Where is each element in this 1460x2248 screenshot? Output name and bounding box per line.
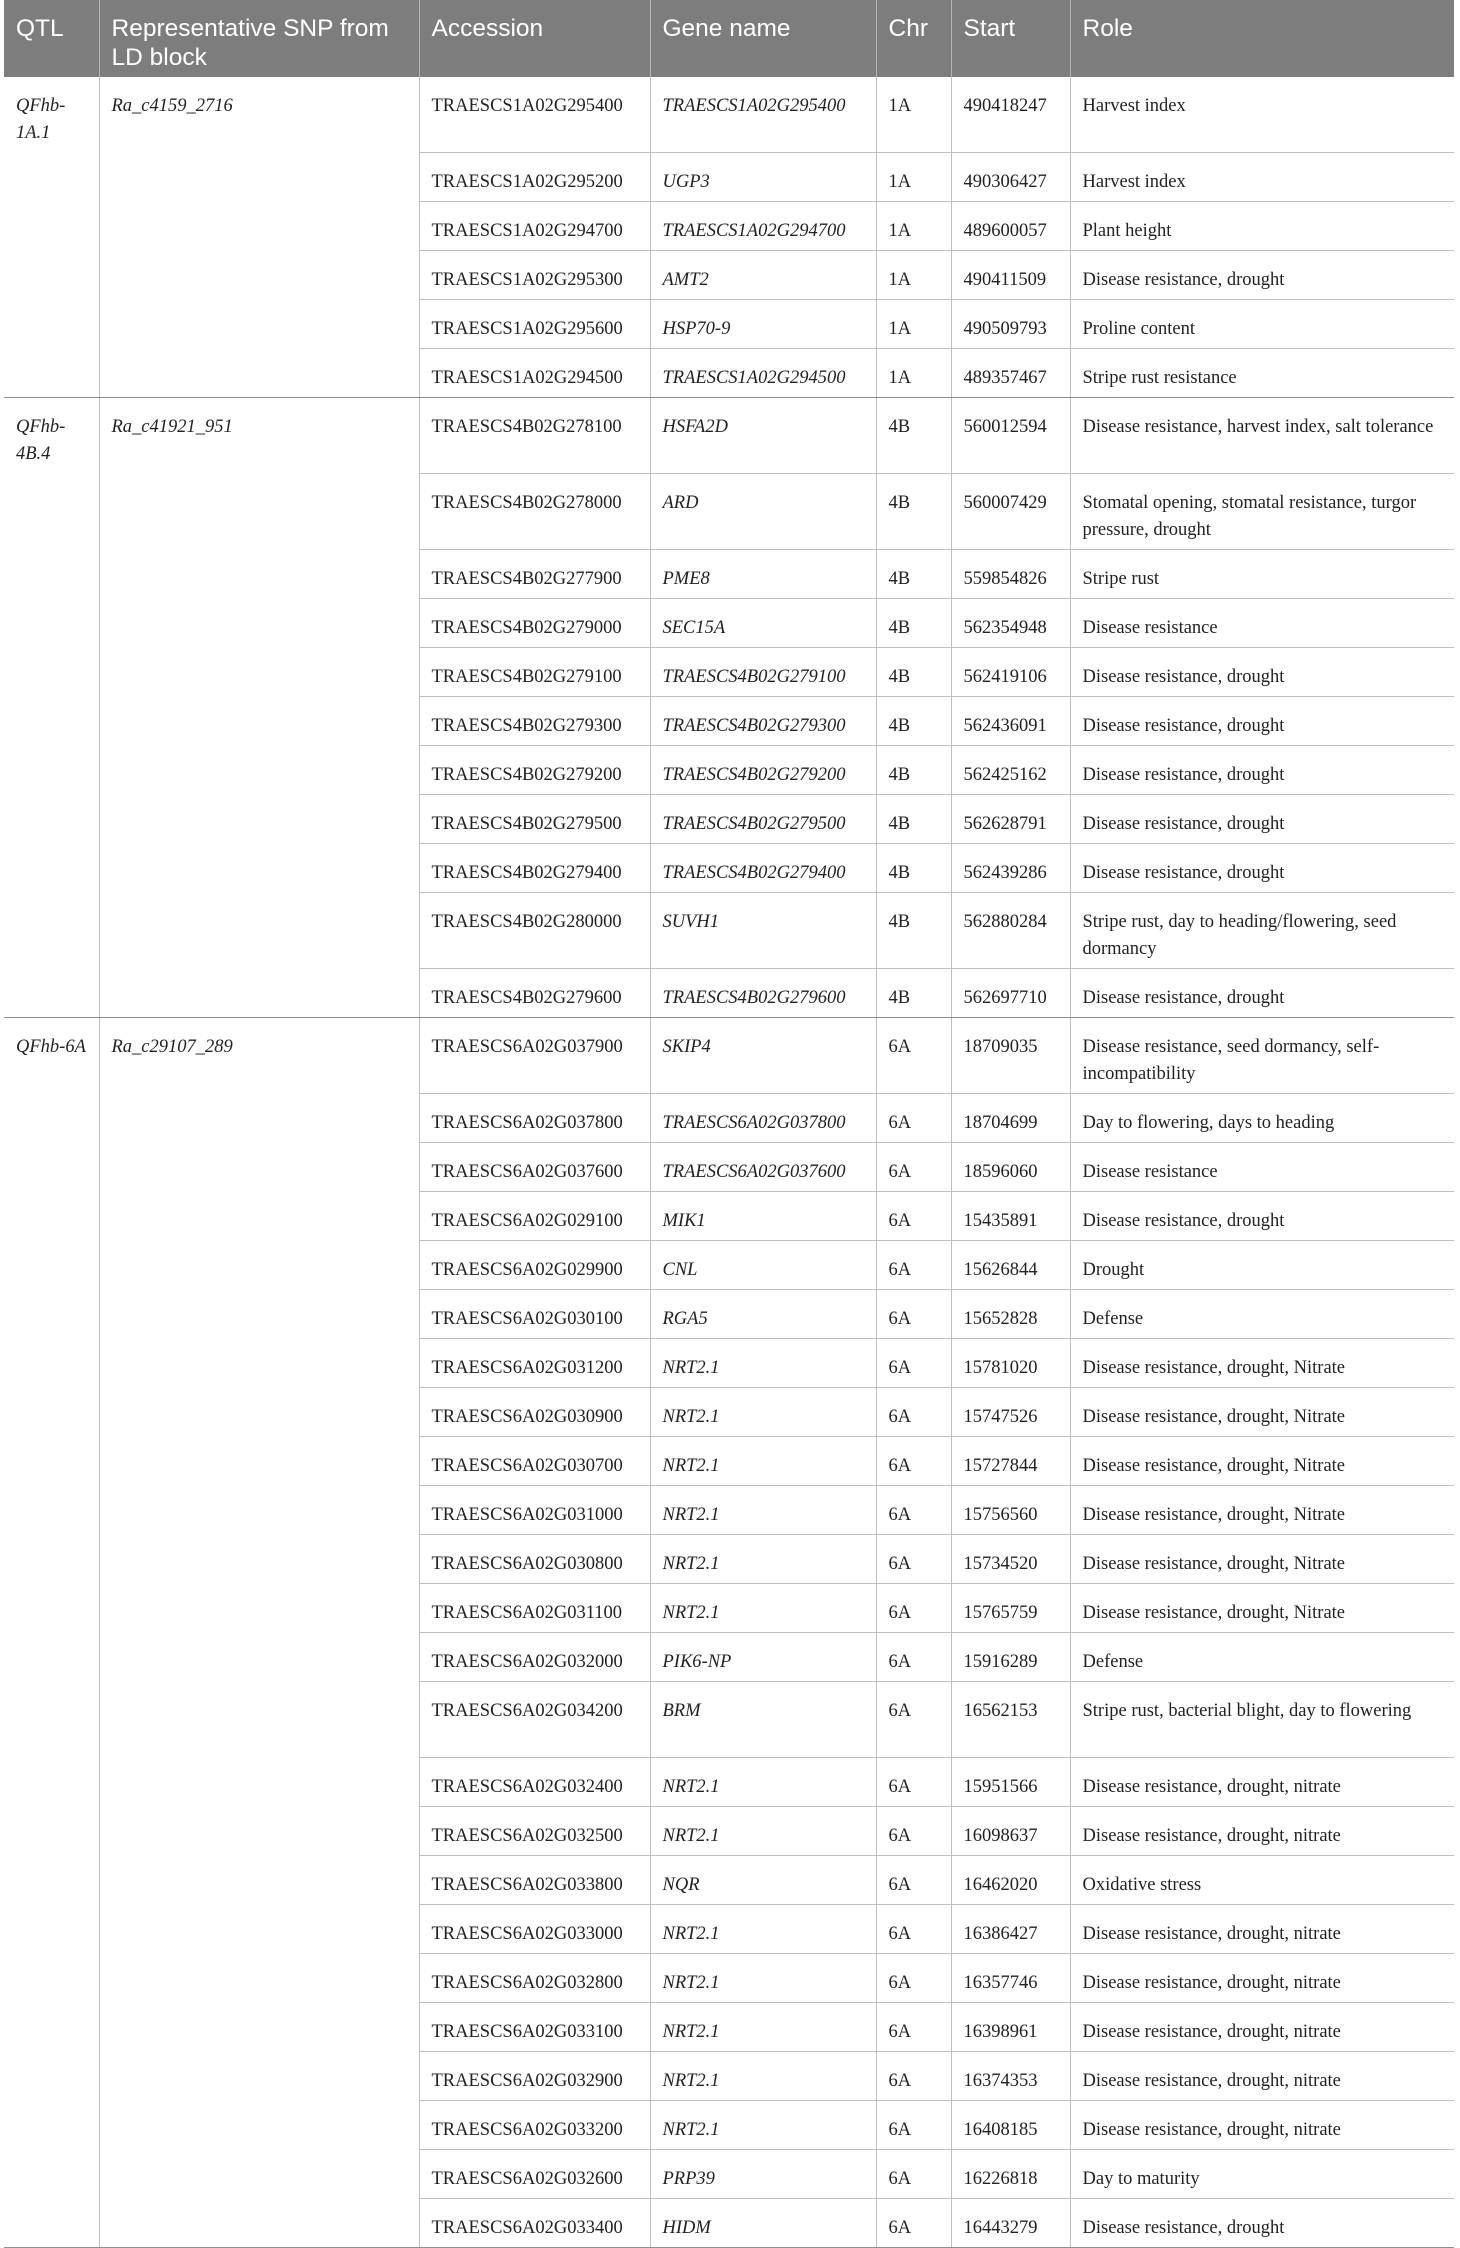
role-cell: Disease resistance, drought	[1070, 648, 1454, 697]
gene-name-cell: ARD	[650, 474, 876, 550]
gene-name-cell: AMT2	[650, 251, 876, 300]
start-cell: 15747526	[951, 1388, 1070, 1437]
chr-cell: 6A	[876, 1807, 951, 1856]
chr-cell: 6A	[876, 1535, 951, 1584]
table-row	[4, 77, 1454, 153]
gene-name-cell: TRAESCS1A02G295400	[650, 77, 876, 153]
qtl-cell: QFhb-4B.4	[4, 398, 99, 1018]
header-row	[4, 0, 1454, 77]
accession-cell: TRAESCS6A02G031100	[419, 1584, 650, 1633]
role-cell: Disease resistance, drought	[1070, 251, 1454, 300]
gene-name-cell: TRAESCS6A02G037600	[650, 1143, 876, 1192]
start-cell: 16443279	[951, 2199, 1070, 2248]
accession-cell: TRAESCS6A02G032400	[419, 1758, 650, 1807]
role-cell: Proline content	[1070, 300, 1454, 349]
start-cell: 562697710	[951, 969, 1070, 1018]
accession-cell: TRAESCS4B02G278100	[419, 398, 650, 474]
accession-cell: TRAESCS4B02G277900	[419, 550, 650, 599]
start-cell: 16386427	[951, 1905, 1070, 1954]
gene-name-cell: TRAESCS4B02G279600	[650, 969, 876, 1018]
accession-cell: TRAESCS4B02G279300	[419, 697, 650, 746]
start-cell: 562880284	[951, 893, 1070, 969]
role-cell: Stomatal opening, stomatal resistance, turgor pressure, drought	[1070, 474, 1454, 550]
accession-cell: TRAESCS1A02G295300	[419, 251, 650, 300]
accession-cell: TRAESCS6A02G029100	[419, 1192, 650, 1241]
chr-cell: 4B	[876, 474, 951, 550]
gene-name-cell: NRT2.1	[650, 1905, 876, 1954]
role-cell: Disease resistance	[1070, 599, 1454, 648]
accession-cell: TRAESCS6A02G032600	[419, 2150, 650, 2199]
chr-cell: 4B	[876, 893, 951, 969]
accession-cell: TRAESCS6A02G031200	[419, 1339, 650, 1388]
role-cell: Harvest index	[1070, 153, 1454, 202]
gene-name-cell: HIDM	[650, 2199, 876, 2248]
header-gene-name: Gene name	[650, 0, 876, 77]
start-cell: 15652828	[951, 1290, 1070, 1339]
accession-cell: TRAESCS6A02G032800	[419, 1954, 650, 2003]
start-cell: 16462020	[951, 1856, 1070, 1905]
header-accession: Accession	[419, 0, 650, 77]
chr-cell: 1A	[876, 349, 951, 398]
gene-name-cell: TRAESCS4B02G279200	[650, 746, 876, 795]
chr-cell: 6A	[876, 1143, 951, 1192]
role-cell: Disease resistance, drought, Nitrate	[1070, 1339, 1454, 1388]
accession-cell: TRAESCS6A02G030800	[419, 1535, 650, 1584]
gene-name-cell: NRT2.1	[650, 1486, 876, 1535]
chr-cell: 6A	[876, 1954, 951, 2003]
start-cell: 562354948	[951, 599, 1070, 648]
chr-cell: 6A	[876, 1682, 951, 1758]
role-cell: Stripe rust resistance	[1070, 349, 1454, 398]
start-cell: 490411509	[951, 251, 1070, 300]
chr-cell: 6A	[876, 1758, 951, 1807]
start-cell: 16374353	[951, 2052, 1070, 2101]
start-cell: 15626844	[951, 1241, 1070, 1290]
gene-name-cell: HSP70-9	[650, 300, 876, 349]
start-cell: 560012594	[951, 398, 1070, 474]
start-cell: 15781020	[951, 1339, 1070, 1388]
role-cell: Stripe rust	[1070, 550, 1454, 599]
start-cell: 562419106	[951, 648, 1070, 697]
accession-cell: TRAESCS6A02G033400	[419, 2199, 650, 2248]
gene-name-cell: HSFA2D	[650, 398, 876, 474]
start-cell: 15951566	[951, 1758, 1070, 1807]
qtl-cell: QFhb-1A.1	[4, 77, 99, 398]
gene-name-cell: SUVH1	[650, 893, 876, 969]
gene-name-cell: NRT2.1	[650, 1807, 876, 1856]
accession-cell: TRAESCS6A02G031000	[419, 1486, 650, 1535]
chr-cell: 1A	[876, 77, 951, 153]
role-cell: Disease resistance, drought, Nitrate	[1070, 1486, 1454, 1535]
accession-cell: TRAESCS4B02G280000	[419, 893, 650, 969]
chr-cell: 4B	[876, 599, 951, 648]
chr-cell: 6A	[876, 1486, 951, 1535]
start-cell: 16226818	[951, 2150, 1070, 2199]
accession-cell: TRAESCS1A02G295200	[419, 153, 650, 202]
snp-cell: Ra_c41921_951	[99, 398, 419, 1018]
chr-cell: 6A	[876, 1905, 951, 1954]
table-body	[4, 77, 1454, 2248]
start-cell: 559854826	[951, 550, 1070, 599]
start-cell: 562425162	[951, 746, 1070, 795]
gene-name-cell: NQR	[650, 1856, 876, 1905]
gene-name-cell: RGA5	[650, 1290, 876, 1339]
gene-name-cell: PIK6-NP	[650, 1633, 876, 1682]
role-cell: Disease resistance, drought, Nitrate	[1070, 1535, 1454, 1584]
gene-name-cell: SKIP4	[650, 1018, 876, 1094]
role-cell: Stripe rust, day to heading/flowering, seed dormancy	[1070, 893, 1454, 969]
qtl-cell: QFhb-6A	[4, 1018, 99, 2248]
role-cell: Disease resistance, drought, nitrate	[1070, 1807, 1454, 1856]
start-cell: 16408185	[951, 2101, 1070, 2150]
start-cell: 18704699	[951, 1094, 1070, 1143]
start-cell: 16562153	[951, 1682, 1070, 1758]
gene-name-cell: MIK1	[650, 1192, 876, 1241]
role-cell: Disease resistance, drought	[1070, 2199, 1454, 2248]
chr-cell: 6A	[876, 2003, 951, 2052]
start-cell: 490306427	[951, 153, 1070, 202]
accession-cell: TRAESCS6A02G037900	[419, 1018, 650, 1094]
accession-cell: TRAESCS4B02G278000	[419, 474, 650, 550]
accession-cell: TRAESCS6A02G033200	[419, 2101, 650, 2150]
gene-name-cell: TRAESCS4B02G279100	[650, 648, 876, 697]
start-cell: 562439286	[951, 844, 1070, 893]
chr-cell: 6A	[876, 1437, 951, 1486]
start-cell: 18596060	[951, 1143, 1070, 1192]
gene-name-cell: NRT2.1	[650, 2003, 876, 2052]
chr-cell: 4B	[876, 550, 951, 599]
gene-name-cell: UGP3	[650, 153, 876, 202]
gene-name-cell: BRM	[650, 1682, 876, 1758]
role-cell: Plant height	[1070, 202, 1454, 251]
gene-name-cell: PME8	[650, 550, 876, 599]
chr-cell: 6A	[876, 1856, 951, 1905]
chr-cell: 6A	[876, 1339, 951, 1388]
start-cell: 15916289	[951, 1633, 1070, 1682]
gene-name-cell: TRAESCS4B02G279300	[650, 697, 876, 746]
accession-cell: TRAESCS4B02G279000	[419, 599, 650, 648]
header-qtl: QTL	[4, 0, 99, 77]
chr-cell: 1A	[876, 202, 951, 251]
role-cell: Defense	[1070, 1633, 1454, 1682]
accession-cell: TRAESCS6A02G037600	[419, 1143, 650, 1192]
gene-name-cell: CNL	[650, 1241, 876, 1290]
header-role: Role	[1070, 0, 1454, 77]
start-cell: 16398961	[951, 2003, 1070, 2052]
role-cell: Oxidative stress	[1070, 1856, 1454, 1905]
chr-cell: 6A	[876, 2150, 951, 2199]
gene-name-cell: PRP39	[650, 2150, 876, 2199]
role-cell: Disease resistance, drought, nitrate	[1070, 2003, 1454, 2052]
accession-cell: TRAESCS6A02G032900	[419, 2052, 650, 2101]
accession-cell: TRAESCS4B02G279100	[419, 648, 650, 697]
chr-cell: 6A	[876, 1192, 951, 1241]
accession-cell: TRAESCS6A02G032000	[419, 1633, 650, 1682]
start-cell: 15727844	[951, 1437, 1070, 1486]
accession-cell: TRAESCS1A02G295600	[419, 300, 650, 349]
gene-name-cell: SEC15A	[650, 599, 876, 648]
start-cell: 562628791	[951, 795, 1070, 844]
gene-name-cell: NRT2.1	[650, 1388, 876, 1437]
accession-cell: TRAESCS4B02G279600	[419, 969, 650, 1018]
snp-cell: Ra_c4159_2716	[99, 77, 419, 398]
start-cell: 16357746	[951, 1954, 1070, 2003]
gene-name-cell: NRT2.1	[650, 1954, 876, 2003]
accession-cell: TRAESCS6A02G032500	[419, 1807, 650, 1856]
accession-cell: TRAESCS6A02G030700	[419, 1437, 650, 1486]
start-cell: 15435891	[951, 1192, 1070, 1241]
chr-cell: 6A	[876, 1018, 951, 1094]
role-cell: Disease resistance, drought	[1070, 844, 1454, 893]
accession-cell: TRAESCS1A02G294700	[419, 202, 650, 251]
start-cell: 15765759	[951, 1584, 1070, 1633]
snp-cell: Ra_c29107_289	[99, 1018, 419, 2248]
role-cell: Defense	[1070, 1290, 1454, 1339]
role-cell: Disease resistance, drought, nitrate	[1070, 1758, 1454, 1807]
chr-cell: 6A	[876, 2101, 951, 2150]
gene-name-cell: NRT2.1	[650, 1535, 876, 1584]
gene-name-cell: NRT2.1	[650, 2101, 876, 2150]
role-cell: Disease resistance, seed dormancy, self-incompatibility	[1070, 1018, 1454, 1094]
start-cell: 489600057	[951, 202, 1070, 251]
start-cell: 15756560	[951, 1486, 1070, 1535]
start-cell: 16098637	[951, 1807, 1070, 1856]
role-cell: Stripe rust, bacterial blight, day to flowering	[1070, 1682, 1454, 1758]
table-row	[4, 398, 1454, 474]
start-cell: 489357467	[951, 349, 1070, 398]
table-row	[4, 1018, 1454, 1094]
chr-cell: 1A	[876, 251, 951, 300]
chr-cell: 6A	[876, 1633, 951, 1682]
chr-cell: 6A	[876, 1388, 951, 1437]
role-cell: Disease resistance, drought, nitrate	[1070, 2052, 1454, 2101]
header-representative-snp: Representative SNP from LD block	[99, 0, 419, 77]
start-cell: 562436091	[951, 697, 1070, 746]
chr-cell: 4B	[876, 398, 951, 474]
role-cell: Disease resistance, drought, nitrate	[1070, 2101, 1454, 2150]
gene-name-cell: TRAESCS6A02G037800	[650, 1094, 876, 1143]
role-cell: Disease resistance, drought	[1070, 795, 1454, 844]
gene-name-cell: TRAESCS1A02G294700	[650, 202, 876, 251]
chr-cell: 4B	[876, 795, 951, 844]
gene-name-cell: TRAESCS4B02G279500	[650, 795, 876, 844]
header-start: Start	[951, 0, 1070, 77]
role-cell: Drought	[1070, 1241, 1454, 1290]
gene-name-cell: NRT2.1	[650, 1584, 876, 1633]
chr-cell: 1A	[876, 153, 951, 202]
chr-cell: 6A	[876, 2199, 951, 2248]
accession-cell: TRAESCS6A02G030900	[419, 1388, 650, 1437]
accession-cell: TRAESCS6A02G033800	[419, 1856, 650, 1905]
role-cell: Day to flowering, days to heading	[1070, 1094, 1454, 1143]
start-cell: 560007429	[951, 474, 1070, 550]
accession-cell: TRAESCS6A02G033100	[419, 2003, 650, 2052]
role-cell: Harvest index	[1070, 77, 1454, 153]
accession-cell: TRAESCS4B02G279400	[419, 844, 650, 893]
role-cell: Disease resistance, drought, Nitrate	[1070, 1584, 1454, 1633]
gene-name-cell: NRT2.1	[650, 1339, 876, 1388]
role-cell: Disease resistance, drought	[1070, 697, 1454, 746]
accession-cell: TRAESCS6A02G033000	[419, 1905, 650, 1954]
accession-cell: TRAESCS4B02G279200	[419, 746, 650, 795]
role-cell: Disease resistance	[1070, 1143, 1454, 1192]
header-chr: Chr	[876, 0, 951, 77]
chr-cell: 6A	[876, 1584, 951, 1633]
role-cell: Disease resistance, drought, nitrate	[1070, 1905, 1454, 1954]
chr-cell: 4B	[876, 969, 951, 1018]
start-cell: 490418247	[951, 77, 1070, 153]
role-cell: Disease resistance, drought	[1070, 746, 1454, 795]
role-cell: Disease resistance, drought	[1070, 969, 1454, 1018]
gene-name-cell: NRT2.1	[650, 1758, 876, 1807]
gene-name-cell: NRT2.1	[650, 2052, 876, 2101]
accession-cell: TRAESCS6A02G030100	[419, 1290, 650, 1339]
accession-cell: TRAESCS6A02G029900	[419, 1241, 650, 1290]
role-cell: Disease resistance, harvest index, salt tolerance	[1070, 398, 1454, 474]
chr-cell: 6A	[876, 1241, 951, 1290]
role-cell: Disease resistance, drought	[1070, 1192, 1454, 1241]
role-cell: Disease resistance, drought, Nitrate	[1070, 1388, 1454, 1437]
chr-cell: 6A	[876, 1290, 951, 1339]
gene-name-cell: TRAESCS4B02G279400	[650, 844, 876, 893]
chr-cell: 4B	[876, 648, 951, 697]
accession-cell: TRAESCS4B02G279500	[419, 795, 650, 844]
accession-cell: TRAESCS6A02G034200	[419, 1682, 650, 1758]
chr-cell: 1A	[876, 300, 951, 349]
accession-cell: TRAESCS1A02G295400	[419, 77, 650, 153]
accession-cell: TRAESCS6A02G037800	[419, 1094, 650, 1143]
chr-cell: 6A	[876, 1094, 951, 1143]
gene-name-cell: NRT2.1	[650, 1437, 876, 1486]
start-cell: 18709035	[951, 1018, 1070, 1094]
role-cell: Disease resistance, drought, nitrate	[1070, 1954, 1454, 2003]
qtl-candidate-gene-table	[4, 0, 1454, 2248]
chr-cell: 6A	[876, 2052, 951, 2101]
chr-cell: 4B	[876, 697, 951, 746]
chr-cell: 4B	[876, 844, 951, 893]
start-cell: 15734520	[951, 1535, 1070, 1584]
chr-cell: 4B	[876, 746, 951, 795]
role-cell: Disease resistance, drought, Nitrate	[1070, 1437, 1454, 1486]
gene-name-cell: TRAESCS1A02G294500	[650, 349, 876, 398]
table-header	[4, 0, 1454, 77]
role-cell: Day to maturity	[1070, 2150, 1454, 2199]
start-cell: 490509793	[951, 300, 1070, 349]
accession-cell: TRAESCS1A02G294500	[419, 349, 650, 398]
